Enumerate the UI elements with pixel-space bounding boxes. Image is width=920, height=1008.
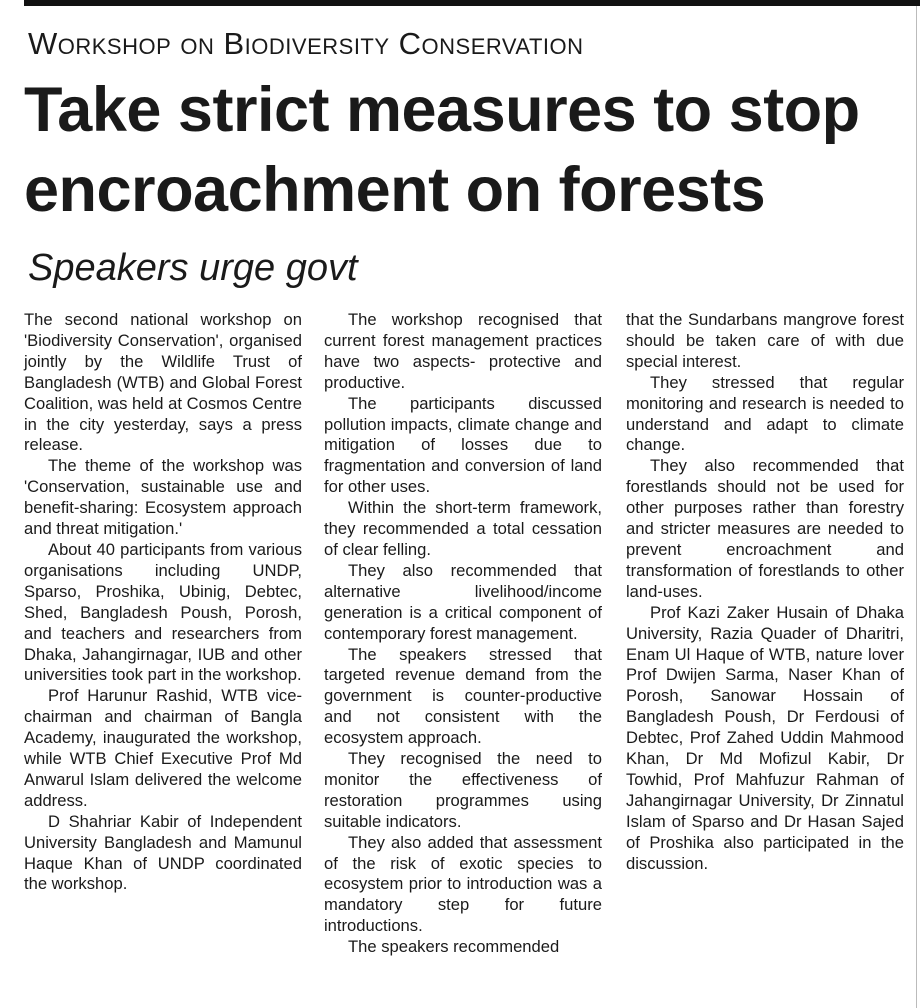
article-column-2 xyxy=(324,310,602,958)
headline-line-2: encroachment on forests xyxy=(24,155,766,225)
subheadline: Speakers urge govt xyxy=(28,247,358,289)
paragraph: They also recommended that alternative livelihood/income generation is a critical component of contemporary forest management. xyxy=(324,560,602,643)
top-rule xyxy=(24,0,920,6)
paragraph: About 40 participants from various organisations including UNDP, Sparso, Proshika, Ubinig, Debtec, Shed, Bangladesh Poush, Porosh, and teachers and researchers from Dhaka, Jahangirnagar, IUB and other universities took part in the workshop. xyxy=(24,539,302,685)
paragraph: that the Sundarbans mangrove forest should be taken care of with due special interest. xyxy=(626,310,904,371)
paragraph: They also recommended that forestlands should not be used for other purposes rather than forestry and stricter measures are needed to prevent encroachment and transformation of forestlands to other land-uses. xyxy=(626,456,904,601)
paragraph: The speakers recommended xyxy=(348,937,560,957)
paragraph: They recognised the need to monitor the effectiveness of restoration programmes using suitable indicators. xyxy=(324,749,602,831)
right-border-rule xyxy=(916,6,917,1008)
paragraph: The workshop recognised that current forest management practices have two aspects- protective and productive. xyxy=(324,310,602,392)
kicker-title: Workshop on Biodiversity Conservation xyxy=(28,26,584,61)
paragraph: They stressed that regular monitoring and research is needed to understand and adapt to climate change. xyxy=(626,372,904,455)
article-column-1 xyxy=(24,310,302,895)
paragraph: The participants discussed pollution impacts, climate change and mitigation of losses due to fragmentation and conversion of land for other uses. xyxy=(324,393,602,497)
paragraph: Within the short-term framework, they recommended a total cessation of clear felling. xyxy=(324,498,602,559)
paragraph: D Shahriar Kabir of Independent University Bangladesh and Mamunul Haque Khan of UNDP coordinated the workshop. xyxy=(24,811,302,894)
paragraph: They also added that assessment of the risk of exotic species to ecosystem prior to introduction was a mandatory step for future introductions. xyxy=(324,832,602,936)
paragraph: Prof Kazi Zaker Husain of Dhaka University, Razia Quader of Dharitri, Enam Ul Haque of WTB, nature lover Prof Dwijen Sarma, Naser Khan of Porosh, Sanowar Hossain of Bangladesh Poush, Dr Ferdousi of Debtec, Prof Zahed Uddin Mahmood Khan, Dr Md Mofizul Kabir, Dr Towhid, Prof Mahfuzur Rahman of Jahangirnagar University, Dr Zinnatul Islam of Sparso and Dr Hasan Sajed of Proshika also participated in the discussion. xyxy=(626,602,904,873)
paragraph: Prof Harunur Rashid, WTB vice-chairman and chairman of Bangla Academy, inaugurated the workshop, while WTB Chief Executive Prof Md Anwarul Islam delivered the welcome address. xyxy=(24,686,302,810)
paragraph: The speakers stressed that targeted revenue demand from the government is counter-productive and not consistent with the ecosystem approach. xyxy=(324,644,602,748)
headline-line-1: Take strict measures to stop xyxy=(24,75,860,145)
headline xyxy=(24,70,914,230)
paragraph: The second national workshop on 'Biodiversity Conservation', organised jointly by the Wildlife Trust of Bangladesh (WTB) and Global Forest Coalition, was held at Cosmos Centre in the city yesterday, says a press release. xyxy=(24,310,302,455)
paragraph: The theme of the workshop was 'Conservation, sustainable use and benefit-sharing: Ecosystem approach and threat mitigation.' xyxy=(24,456,302,539)
article-column-3 xyxy=(626,310,904,874)
